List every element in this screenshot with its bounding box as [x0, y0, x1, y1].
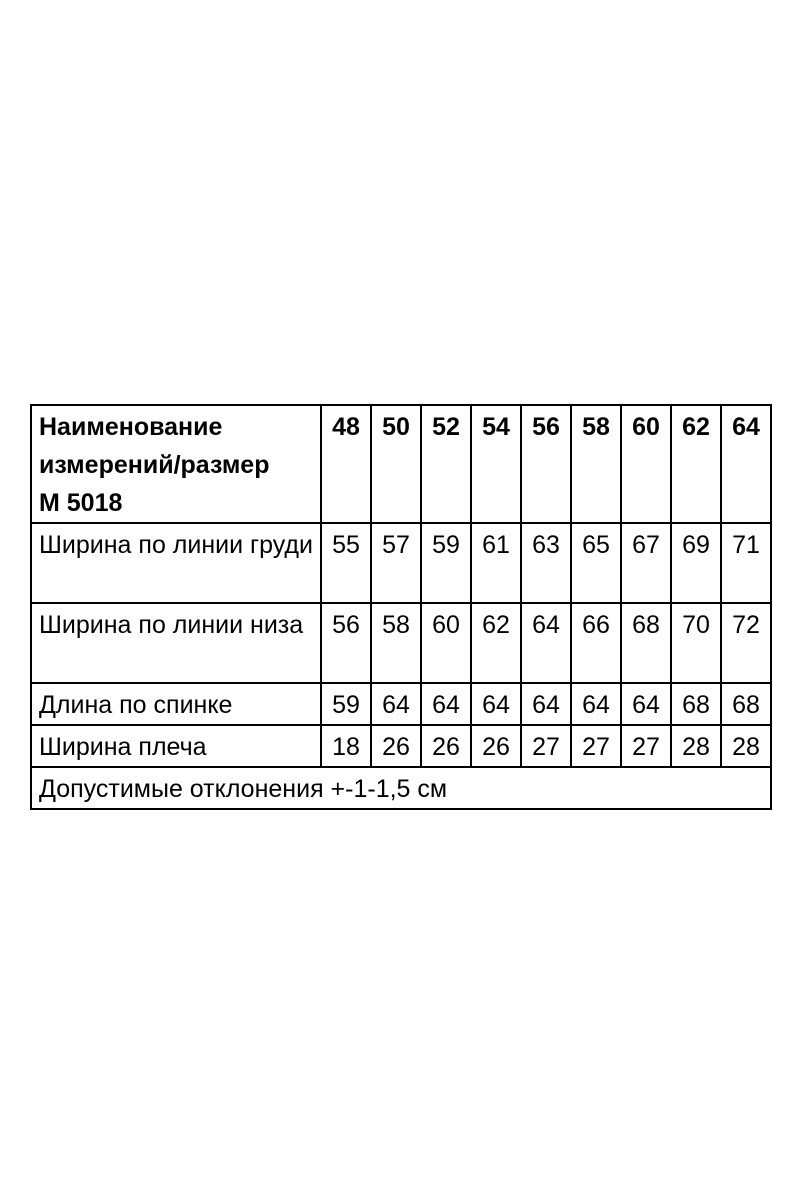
- row-label: Ширина плеча: [31, 725, 321, 767]
- header-label-line: Наименование: [39, 413, 223, 441]
- size-header-52: 52: [421, 405, 471, 523]
- table-cell: 57: [371, 523, 421, 603]
- size-header-62: 62: [671, 405, 721, 523]
- table-cell: 59: [421, 523, 471, 603]
- table-cell: 64: [521, 683, 571, 725]
- table-cell: 64: [521, 603, 571, 683]
- table-cell: 26: [421, 725, 471, 767]
- table-cell: 26: [471, 725, 521, 767]
- size-header-50: 50: [371, 405, 421, 523]
- table-cell: 27: [571, 725, 621, 767]
- table-cell: 67: [621, 523, 671, 603]
- table-cell: 64: [371, 683, 421, 725]
- table-cell: 68: [671, 683, 721, 725]
- tolerance-note: Допустимые отклонения +-1-1,5 см: [31, 767, 771, 809]
- table-cell: 64: [571, 683, 621, 725]
- size-header-64: 64: [721, 405, 771, 523]
- size-header-56: 56: [521, 405, 571, 523]
- table-row-shoulder-width: [31, 725, 771, 767]
- table-cell: 61: [471, 523, 521, 603]
- table-cell: 28: [721, 725, 771, 767]
- table-cell: 55: [321, 523, 371, 603]
- header-label-line: измерений/размер: [39, 451, 270, 479]
- header-label-cell: [31, 405, 321, 523]
- table-cell: 69: [671, 523, 721, 603]
- table-cell: 58: [371, 603, 421, 683]
- table-cell: 68: [721, 683, 771, 725]
- table-cell: 26: [371, 725, 421, 767]
- table-cell: 64: [621, 683, 671, 725]
- size-header-58: 58: [571, 405, 621, 523]
- size-header-60: 60: [621, 405, 671, 523]
- size-header-54: 54: [471, 405, 521, 523]
- table-note-row: [31, 767, 771, 809]
- table-cell: 27: [621, 725, 671, 767]
- model-code: М 5018: [39, 489, 123, 517]
- table-cell: 28: [671, 725, 721, 767]
- table-cell: 65: [571, 523, 621, 603]
- table-cell: 59: [321, 683, 371, 725]
- table-cell: 68: [621, 603, 671, 683]
- table-header-row: [31, 405, 771, 523]
- table-cell: 64: [421, 683, 471, 725]
- row-label: Ширина по линии низа: [31, 603, 321, 683]
- table-cell: 72: [721, 603, 771, 683]
- table-cell: 18: [321, 725, 371, 767]
- size-header-48: 48: [321, 405, 371, 523]
- table-cell: 71: [721, 523, 771, 603]
- size-chart-table: [30, 404, 772, 810]
- table-cell: 60: [421, 603, 471, 683]
- table-row-hem-width: [31, 603, 771, 683]
- row-label: Ширина по линии груди: [31, 523, 321, 603]
- table-cell: 64: [471, 683, 521, 725]
- table-cell: 66: [571, 603, 621, 683]
- table-row-back-length: [31, 683, 771, 725]
- table-cell: 63: [521, 523, 571, 603]
- table-row-chest-width: [31, 523, 771, 603]
- table-cell: 27: [521, 725, 571, 767]
- table-cell: 70: [671, 603, 721, 683]
- row-label: Длина по спинке: [31, 683, 321, 725]
- table-cell: 56: [321, 603, 371, 683]
- table-cell: 62: [471, 603, 521, 683]
